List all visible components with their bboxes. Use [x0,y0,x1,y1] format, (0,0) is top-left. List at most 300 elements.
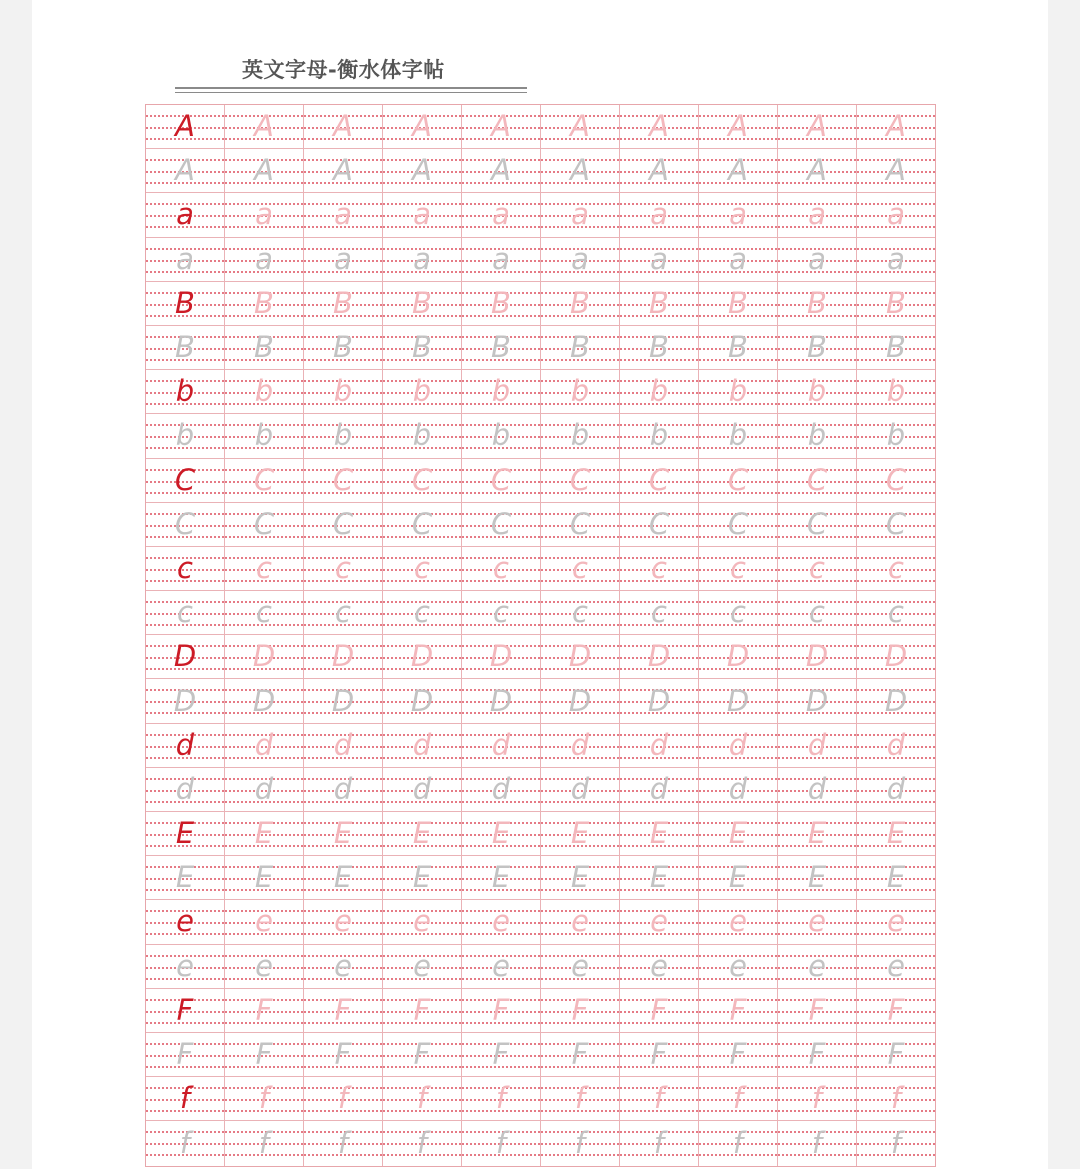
trace-letter: B [412,330,432,365]
trace-letter: B [254,285,274,320]
trace-cell [778,238,857,281]
trace-cell [778,1121,857,1165]
trace-letter: D [884,683,908,718]
practice-row [146,1121,935,1165]
trace-letter: A [649,153,669,188]
trace-cell [462,945,541,988]
trace-letter: E [728,816,748,851]
trace-letter: B [807,285,827,320]
trace-cell [225,238,304,281]
trace-cell [225,282,304,325]
trace-letter: D [726,639,750,674]
model-letter: F [176,992,194,1027]
trace-cell [462,459,541,502]
trace-letter: C [332,506,354,541]
trace-letter: A [728,109,748,144]
trace-cell [383,414,462,457]
trace-cell [304,414,383,457]
model-letter: B [175,330,195,365]
trace-cell [462,370,541,413]
trace-cell [225,149,304,192]
trace-cell [620,503,699,546]
model-cell [146,414,225,457]
trace-letter: A [254,109,274,144]
trace-letter: f [811,1125,823,1160]
trace-cell [304,1077,383,1120]
trace-cell [225,591,304,634]
trace-cell [225,1033,304,1076]
trace-letter: b [412,418,432,453]
trace-cell [699,326,778,369]
trace-letter: f [495,1081,507,1116]
trace-cell [699,900,778,943]
trace-cell [304,812,383,855]
trace-cell [304,989,383,1032]
trace-letter: B [807,330,827,365]
trace-cell [620,945,699,988]
practice-row [146,724,935,768]
trace-cell [541,193,620,236]
trace-letter: e [571,904,589,939]
practice-row [146,591,935,635]
trace-letter: f [337,1081,349,1116]
trace-letter: b [886,374,906,409]
trace-letter: C [569,506,591,541]
model-letter: f [179,1125,191,1160]
trace-cell [383,591,462,634]
trace-cell [225,945,304,988]
trace-cell [541,1121,620,1165]
trace-cell [620,635,699,678]
trace-letter: e [334,948,352,983]
trace-cell [225,414,304,457]
trace-letter: A [570,153,590,188]
trace-letter: e [887,904,905,939]
trace-cell [225,679,304,722]
trace-cell [383,989,462,1032]
trace-letter: D [331,683,355,718]
trace-cell [778,591,857,634]
trace-letter: B [491,330,511,365]
trace-cell [383,1077,462,1120]
trace-letter: a [413,241,431,276]
trace-cell [541,900,620,943]
trace-letter: d [491,771,511,806]
trace-letter: a [492,197,510,232]
trace-letter: C [648,462,670,497]
trace-letter: F [255,1037,273,1072]
trace-cell [620,326,699,369]
trace-cell [225,812,304,855]
trace-cell [383,193,462,236]
trace-letter: a [808,197,826,232]
trace-letter: A [807,109,827,144]
trace-letter: E [807,816,827,851]
trace-cell [541,812,620,855]
practice-row [146,812,935,856]
trace-cell [778,724,857,767]
trace-letter: a [255,241,273,276]
trace-cell [857,238,935,281]
model-letter: A [175,153,195,188]
trace-cell [778,370,857,413]
trace-letter: B [649,285,669,320]
trace-letter: c [730,550,746,585]
trace-cell [857,1121,935,1165]
trace-letter: A [570,109,590,144]
trace-letter: e [255,904,273,939]
trace-cell [857,149,935,192]
trace-letter: c [335,550,351,585]
trace-letter: F [650,992,668,1027]
trace-letter: a [887,241,905,276]
trace-cell [462,635,541,678]
trace-letter: E [412,816,432,851]
trace-letter: A [412,153,432,188]
trace-letter: E [570,816,590,851]
trace-cell [857,591,935,634]
trace-letter: d [254,771,274,806]
trace-letter: e [571,948,589,983]
trace-cell [541,989,620,1032]
trace-cell [304,591,383,634]
trace-letter: b [728,374,748,409]
trace-letter: A [333,153,353,188]
trace-cell [383,149,462,192]
trace-letter: E [728,860,748,895]
trace-letter: a [808,241,826,276]
model-cell [146,459,225,502]
trace-letter: B [649,330,669,365]
trace-letter: e [729,948,747,983]
trace-cell [857,193,935,236]
model-letter: F [176,1037,194,1072]
trace-cell [620,547,699,590]
trace-letter: D [805,683,829,718]
trace-cell [541,547,620,590]
trace-letter: c [888,550,904,585]
model-letter: a [176,241,194,276]
trace-cell [857,1077,935,1120]
trace-cell [699,1077,778,1120]
trace-cell [304,149,383,192]
trace-letter: c [809,595,825,630]
model-cell [146,768,225,811]
trace-cell [304,238,383,281]
trace-letter: F [650,1037,668,1072]
trace-cell [225,326,304,369]
trace-cell [462,812,541,855]
model-letter: B [175,285,195,320]
trace-cell [699,591,778,634]
model-letter: D [173,639,197,674]
trace-cell [541,591,620,634]
trace-cell [462,414,541,457]
practice-row [146,856,935,900]
trace-letter: B [886,330,906,365]
trace-letter: C [806,462,828,497]
model-letter: e [176,948,194,983]
trace-cell [541,856,620,899]
trace-letter: c [888,595,904,630]
practice-row [146,238,935,282]
trace-cell [225,1121,304,1165]
trace-cell [857,547,935,590]
trace-cell [462,105,541,148]
trace-cell [857,679,935,722]
trace-letter: A [649,109,669,144]
trace-letter: D [331,639,355,674]
trace-cell [699,459,778,502]
trace-letter: F [729,992,747,1027]
model-cell [146,238,225,281]
practice-row [146,945,935,989]
trace-letter: D [489,639,513,674]
trace-cell [304,503,383,546]
trace-letter: d [570,771,590,806]
trace-cell [462,193,541,236]
trace-cell [620,989,699,1032]
trace-letter: A [807,153,827,188]
trace-cell [541,635,620,678]
trace-cell [304,945,383,988]
trace-cell [778,635,857,678]
model-cell [146,547,225,590]
model-cell [146,503,225,546]
trace-cell [699,282,778,325]
trace-cell [778,900,857,943]
model-cell [146,149,225,192]
trace-cell [541,1077,620,1120]
trace-cell [541,282,620,325]
trace-cell [620,238,699,281]
trace-cell [699,989,778,1032]
trace-letter: D [805,639,829,674]
trace-letter: C [490,462,512,497]
trace-letter: f [653,1125,665,1160]
trace-letter: E [570,860,590,895]
trace-cell [620,856,699,899]
worksheet-title: 英文字母-衡水体字帖 [242,58,445,82]
trace-letter: d [728,771,748,806]
trace-letter: C [885,462,907,497]
trace-letter: b [570,418,590,453]
trace-letter: a [413,197,431,232]
model-cell [146,1077,225,1120]
trace-letter: f [732,1081,744,1116]
trace-cell [462,724,541,767]
trace-letter: a [334,241,352,276]
trace-cell [699,193,778,236]
practice-row [146,105,935,149]
trace-letter: D [884,639,908,674]
trace-cell [620,812,699,855]
model-cell [146,989,225,1032]
trace-cell [462,238,541,281]
trace-letter: A [886,153,906,188]
trace-cell [462,547,541,590]
trace-letter: b [649,418,669,453]
trace-letter: e [650,948,668,983]
trace-cell [304,1121,383,1165]
trace-cell [541,768,620,811]
trace-cell [462,1121,541,1165]
trace-letter: f [732,1125,744,1160]
trace-cell [857,370,935,413]
trace-cell [541,679,620,722]
trace-cell [383,679,462,722]
trace-letter: b [254,374,274,409]
trace-letter: f [890,1125,902,1160]
trace-letter: F [255,992,273,1027]
trace-letter: f [811,1081,823,1116]
trace-letter: F [492,992,510,1027]
trace-cell [699,547,778,590]
trace-letter: f [337,1125,349,1160]
practice-row [146,768,935,812]
trace-letter: e [255,948,273,983]
trace-letter: F [334,992,352,1027]
trace-cell [857,856,935,899]
trace-cell [304,635,383,678]
trace-cell [620,282,699,325]
trace-letter: c [493,550,509,585]
model-letter: b [175,418,195,453]
trace-letter: C [411,506,433,541]
trace-cell [304,856,383,899]
trace-cell [857,459,935,502]
trace-letter: A [333,109,353,144]
trace-letter: c [256,595,272,630]
trace-letter: f [258,1081,270,1116]
trace-letter: E [886,860,906,895]
model-letter: f [179,1081,191,1116]
trace-letter: C [411,462,433,497]
trace-letter: F [887,992,905,1027]
trace-letter: D [252,639,276,674]
trace-letter: d [807,771,827,806]
trace-letter: a [492,241,510,276]
model-letter: D [173,683,197,718]
trace-cell [857,724,935,767]
trace-letter: f [574,1081,586,1116]
model-letter: c [177,595,193,630]
model-cell [146,591,225,634]
trace-cell [304,459,383,502]
trace-letter: b [570,374,590,409]
trace-cell [383,370,462,413]
practice-row [146,414,935,458]
trace-letter: c [256,550,272,585]
trace-cell [857,503,935,546]
trace-letter: B [728,330,748,365]
trace-letter: D [647,683,671,718]
trace-cell [225,724,304,767]
trace-letter: F [492,1037,510,1072]
trace-cell [699,812,778,855]
trace-letter: d [333,727,353,762]
trace-letter: F [571,1037,589,1072]
trace-cell [778,1033,857,1076]
trace-letter: C [253,506,275,541]
trace-cell [699,149,778,192]
practice-row [146,547,935,591]
trace-letter: e [334,904,352,939]
trace-cell [304,900,383,943]
model-letter: C [174,506,196,541]
trace-letter: e [650,904,668,939]
trace-cell [225,768,304,811]
title-underline [175,87,527,93]
trace-cell [304,105,383,148]
trace-cell [383,238,462,281]
trace-cell [857,989,935,1032]
model-cell [146,105,225,148]
trace-cell [620,105,699,148]
trace-letter: E [491,816,511,851]
trace-letter: F [729,1037,747,1072]
trace-letter: a [729,241,747,276]
trace-letter: d [412,727,432,762]
trace-letter: e [729,904,747,939]
trace-letter: c [572,595,588,630]
trace-cell [225,547,304,590]
trace-cell [857,768,935,811]
model-cell [146,1033,225,1076]
trace-cell [778,503,857,546]
model-letter: E [175,816,195,851]
trace-letter: f [890,1081,902,1116]
trace-cell [699,1033,778,1076]
trace-letter: E [333,860,353,895]
trace-cell [699,856,778,899]
model-letter: a [176,197,194,232]
trace-cell [778,459,857,502]
trace-cell [462,768,541,811]
trace-cell [620,459,699,502]
model-letter: c [177,550,193,585]
practice-row [146,326,935,370]
trace-letter: C [806,506,828,541]
practice-row [146,679,935,723]
trace-letter: e [413,948,431,983]
trace-cell [383,105,462,148]
trace-letter: b [491,374,511,409]
trace-letter: f [574,1125,586,1160]
trace-cell [620,679,699,722]
trace-letter: b [412,374,432,409]
trace-letter: C [727,462,749,497]
trace-letter: A [412,109,432,144]
trace-cell [541,326,620,369]
model-cell [146,1121,225,1165]
trace-letter: F [887,1037,905,1072]
trace-letter: B [491,285,511,320]
trace-letter: e [492,948,510,983]
trace-cell [778,547,857,590]
trace-letter: F [334,1037,352,1072]
trace-letter: d [649,727,669,762]
practice-row [146,1033,935,1077]
trace-cell [225,635,304,678]
trace-letter: F [413,1037,431,1072]
trace-letter: C [490,506,512,541]
model-letter: C [174,462,196,497]
practice-row [146,900,935,944]
trace-letter: c [572,550,588,585]
trace-letter: f [258,1125,270,1160]
trace-cell [778,989,857,1032]
